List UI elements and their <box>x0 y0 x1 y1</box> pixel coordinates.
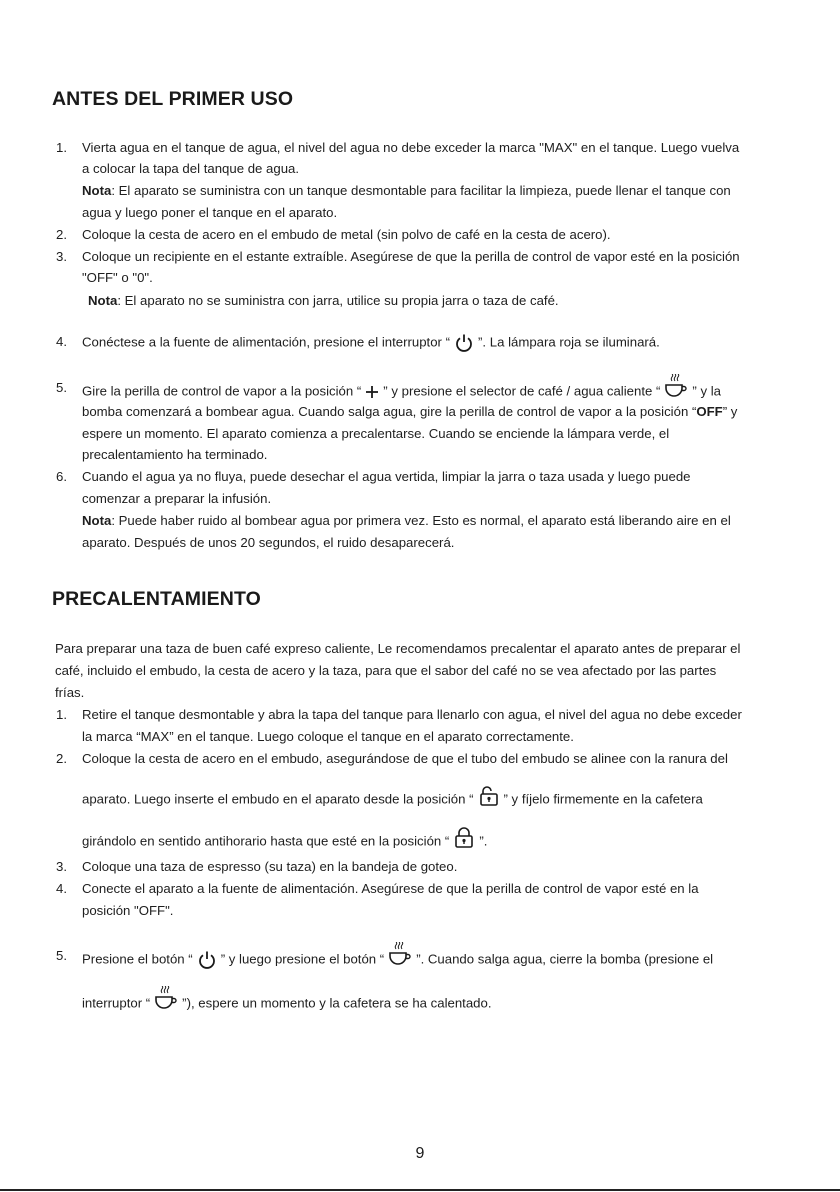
page-number: 9 <box>415 1145 425 1162</box>
list-item-text: girándolo en sentido antihorario hasta que esté en la posición “ ”. <box>82 831 487 853</box>
note-text: aparato. Después de unos 20 segundos, el ruido desaparecerá. <box>82 535 455 550</box>
list-number: 2. <box>56 751 67 766</box>
hot-cup-icon <box>388 942 412 968</box>
power-icon <box>197 950 217 970</box>
list-item-text: Conecte el aparato a la fuente de alimentación. Asegúrese de que la perilla de control de vapor esté en la <box>82 881 699 896</box>
list-number: 1. <box>56 140 67 155</box>
list-item-text: Vierta agua en el tanque de agua, el nivel del agua no debe exceder la marca "MAX" en el tanque. Luego vuelva <box>82 140 740 155</box>
list-item-text: bomba comenzará a bombear agua. Cuando salga agua, gire la perilla de control de vapor a la posición “OFF” y <box>82 404 738 419</box>
list-item-text: Retire el tanque desmontable y abra la tapa del tanque para llenarlo con agua, el nivel del agua no debe exceder <box>82 707 742 722</box>
intro-text: frías. <box>55 685 85 700</box>
list-number: 2. <box>56 227 67 242</box>
list-number: 3. <box>56 859 67 874</box>
list-item-text: Coloque la cesta de acero en el embudo de metal (sin polvo de café en la cesta de acero). <box>82 227 611 242</box>
intro-text: Para preparar una taza de buen café expreso caliente, Le recomendamos precalentar el aparato antes de preparar el <box>55 641 741 656</box>
list-number: 5. <box>56 948 67 963</box>
section-title-preheat: PRECALENTAMIENTO <box>52 588 261 610</box>
intro-text: café, incluido el embudo, la cesta de acero y la taza, para que el sabor del café no se vea afectado por las partes <box>55 663 717 678</box>
bottom-rule <box>0 1189 840 1191</box>
list-item-text: espere un momento. El aparato comienza a precalentarse. Cuando se enciende la lámpara verde, el <box>82 426 670 441</box>
note-label: Nota <box>82 513 112 528</box>
list-number: 3. <box>56 249 67 264</box>
hot-cup-icon <box>154 986 178 1012</box>
list-item-text: Gire la perilla de control de vapor a la posición “ ” y presione el selector de café / agua caliente “ ” y la <box>82 379 721 405</box>
note: Nota: El aparato no se suministra con jarra, utilice su propia jarra o taza de café. <box>88 293 559 308</box>
hot-cup-icon <box>664 374 688 400</box>
note: Nota: El aparato se suministra con un tanque desmontable para facilitar la limpieza, puede llenar el tanque con <box>82 183 731 198</box>
list-number: 5. <box>56 380 67 395</box>
list-item-text: comenzar a preparar la infusión. <box>82 491 272 506</box>
lock-icon <box>453 827 475 849</box>
list-item-text: precalentamiento ha terminado. <box>82 447 268 462</box>
list-number: 6. <box>56 469 67 484</box>
list-item-text: Presione el botón “ ” y luego presione el botón “ ”. Cuando salga agua, cierre la bomba (presione el <box>82 947 713 973</box>
list-item-text: la marca “MAX” en el tanque. Luego coloque el tanque en el aparato correctamente. <box>82 729 574 744</box>
list-item-text: Coloque un recipiente en el estante extraíble. Asegúrese de que la perilla de control de vapor esté en la posición <box>82 249 740 264</box>
unlock-icon <box>478 785 500 807</box>
note-text: agua y luego poner el tanque en el aparato. <box>82 205 338 220</box>
list-item-text: Coloque una taza de espresso (su taza) en la bandeja de goteo. <box>82 859 458 874</box>
list-item-text: interruptor “ ”), espere un momento y la cafetera se ha calentado. <box>82 991 492 1017</box>
list-item-text: Coloque la cesta de acero en el embudo, asegurándose de que el tubo del embudo se alinee con la ranura del <box>82 751 728 766</box>
list-number: 1. <box>56 707 67 722</box>
list-number: 4. <box>56 334 67 349</box>
power-icon <box>454 333 474 353</box>
list-item-text: Conéctese a la fuente de alimentación, presione el interruptor “ ”. La lámpara roja se iluminará. <box>82 333 660 353</box>
list-item-text: "OFF" o "0". <box>82 270 153 285</box>
section-title-first-use: ANTES DEL PRIMER USO <box>52 88 294 110</box>
list-item-text: posición "OFF". <box>82 903 174 918</box>
note-label: Nota <box>82 183 112 198</box>
note: Nota: Puede haber ruido al bombear agua por primera vez. Esto es normal, el aparato está liberando aire en el <box>82 513 731 528</box>
list-item-text: a colocar la tapa del tanque de agua. <box>82 161 300 176</box>
list-number: 4. <box>56 881 67 896</box>
plus-icon <box>365 385 379 399</box>
list-item-text: aparato. Luego inserte el embudo en el aparato desde la posición “ ” y fíjelo firmemente en la cafetera <box>82 789 703 811</box>
list-item-text: Cuando el agua ya no fluya, puede desechar el agua vertida, limpiar la jarra o taza usada y luego puede <box>82 469 691 484</box>
note-label: Nota <box>88 293 118 308</box>
